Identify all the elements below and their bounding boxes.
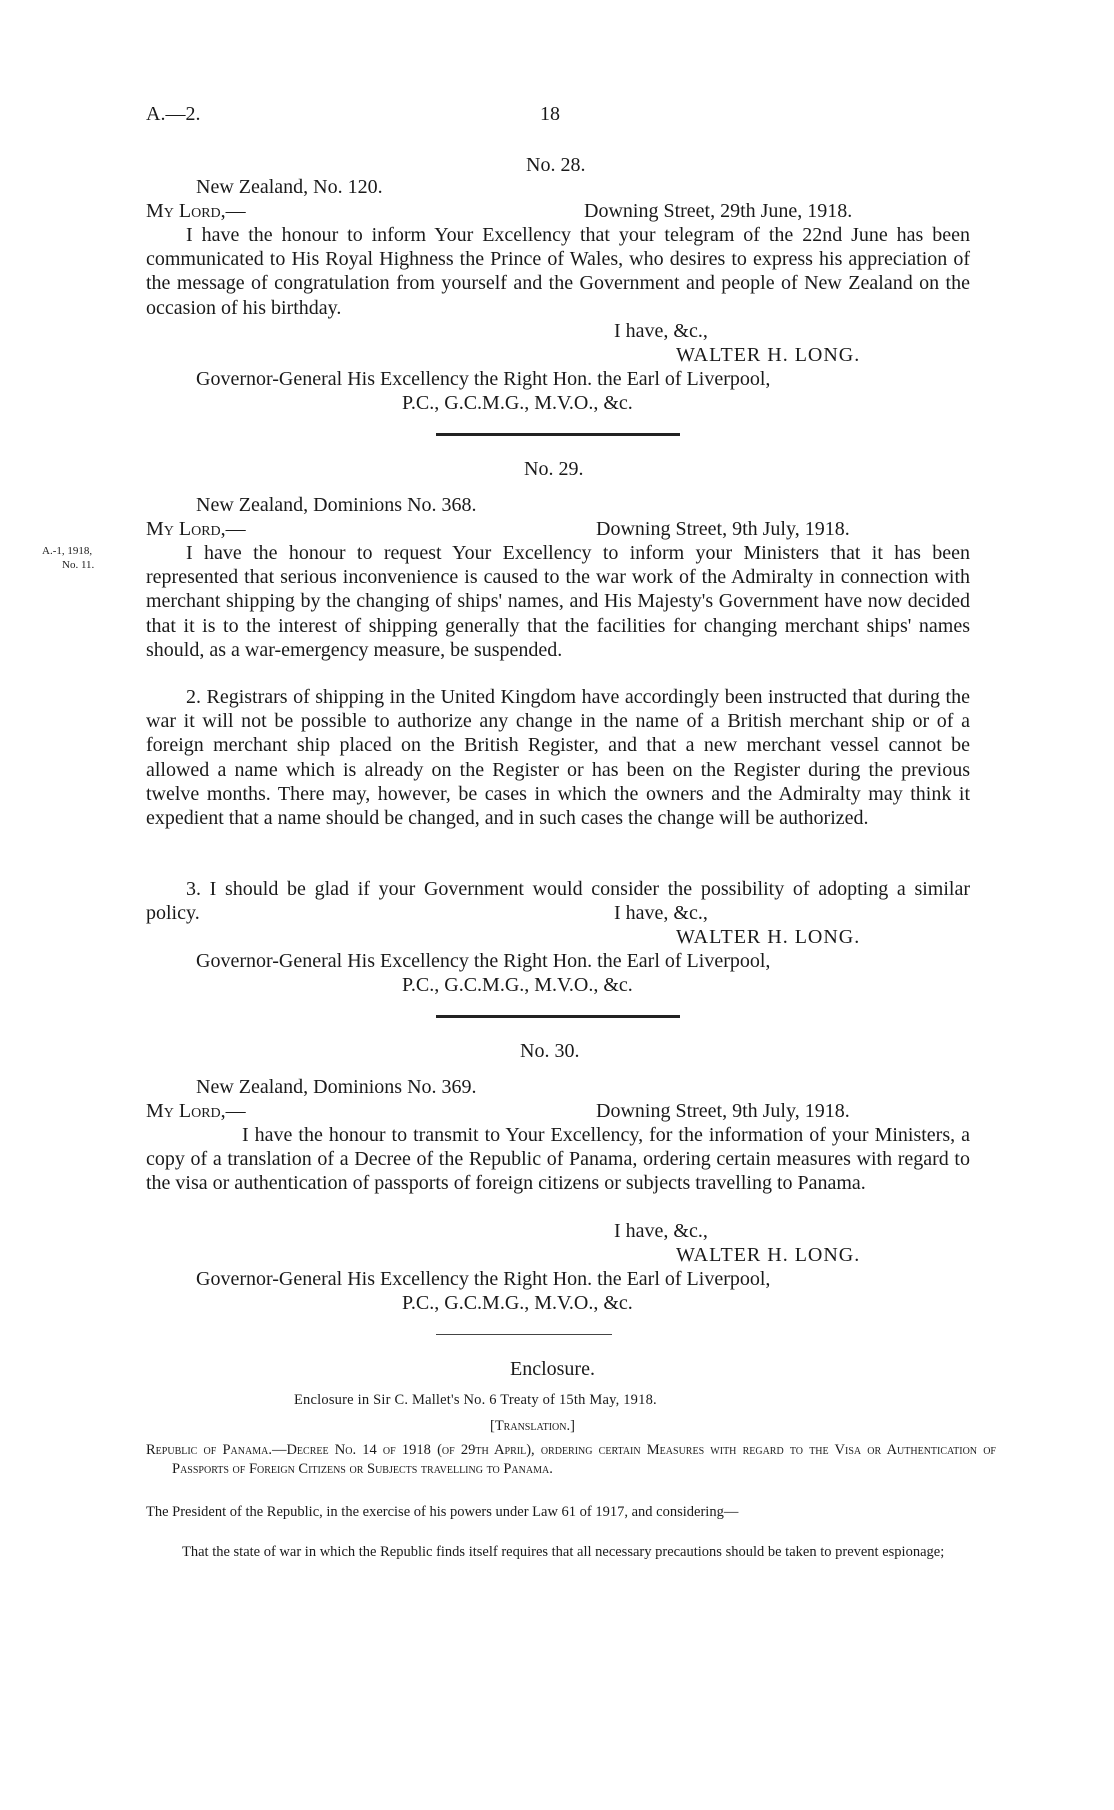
letter-salutation: My Lord,— bbox=[146, 1100, 246, 1122]
letter-number: No. 30. bbox=[520, 1040, 580, 1062]
letter-series: New Zealand, Dominions No. 368. bbox=[196, 494, 477, 516]
letter-paragraph: 2. Registrars of shipping in the United Kingdom have accordingly been instructed that during the war it will not be possible to authorize any change in the name of a British merchant ship or of a foreign merchant ship placed on the British Register, and that a new merchant vessel cannot be allowed a name which is already on the Register or has been on the Register during the previous twelve months. There may, however, be cases in which the owners and the Admiralty may think it expedient that a name should be changed, and in such cases the change will be authorized. bbox=[146, 686, 970, 830]
letter-series: New Zealand, Dominions No. 369. bbox=[196, 1076, 477, 1098]
letter-paragraph: 3. I should be glad if your Government would consider the possibility of adopting a similar policy. bbox=[146, 878, 970, 925]
section-divider bbox=[436, 433, 680, 436]
letter-dateline: Downing Street, 9th July, 1918. bbox=[596, 518, 850, 540]
letter-salutation: My Lord,— bbox=[146, 518, 246, 540]
letter-signature: WALTER H. LONG. bbox=[676, 344, 861, 366]
letter-addressee: Governor-General His Excellency the Right Hon. the Earl of Liverpool, bbox=[196, 1268, 771, 1290]
letter-signature: WALTER H. LONG. bbox=[676, 1244, 861, 1266]
translation-label: [Translation.] bbox=[490, 1418, 575, 1434]
section-divider bbox=[436, 1015, 680, 1018]
letter-salutation: My Lord,— bbox=[146, 200, 246, 222]
margin-reference: A.-1, 1918, bbox=[42, 545, 93, 557]
decree-title: Republic of Panama.—Decree No. 14 of 1918 (of 29th April), ordering certain Measures with regard to the Visa or Authentication of Passports of Foreign Citizens or Subjects travelling to Panama. bbox=[146, 1442, 996, 1477]
page-ref: A.—2. bbox=[146, 103, 201, 125]
letter-closing: I have, &c., bbox=[614, 902, 708, 924]
letter-addressee: Governor-General His Excellency the Right Hon. the Earl of Liverpool, bbox=[196, 368, 771, 390]
decree-preamble: The President of the Republic, in the exercise of his powers under Law 61 of 1917, and considering— bbox=[146, 1504, 739, 1520]
letter-signature: WALTER H. LONG. bbox=[676, 926, 861, 948]
letter-paragraph: I have the honour to request Your Excellency to inform your Ministers that it has been represented that serious inconvenience is caused to the war work of the Admiralty in connection with merchant shipping by the changing of ships' names, and His Majesty's Government have now decided that it is to the interest of shipping generally that the facilities for changing merchant ships' names should, as a war-emergency measure, be suspended. bbox=[146, 542, 970, 661]
letter-closing: I have, &c., bbox=[614, 320, 708, 342]
page-number: 18 bbox=[540, 103, 560, 125]
letter-addressee-titles: P.C., G.C.M.G., M.V.O., &c. bbox=[402, 1292, 633, 1314]
letter-addressee-titles: P.C., G.C.M.G., M.V.O., &c. bbox=[402, 974, 633, 996]
decree-clause: That the state of war in which the Republic finds itself requires that all necessary precautions should be taken to prevent espionage; bbox=[182, 1544, 945, 1560]
letter-closing: I have, &c., bbox=[614, 1220, 708, 1242]
letter-number: No. 29. bbox=[524, 458, 584, 480]
letter-addressee-titles: P.C., G.C.M.G., M.V.O., &c. bbox=[402, 392, 633, 414]
section-divider bbox=[436, 1334, 612, 1335]
letter-series: New Zealand, No. 120. bbox=[196, 176, 383, 198]
letter-dateline: Downing Street, 9th July, 1918. bbox=[596, 1100, 850, 1122]
margin-reference-number: No. 11. bbox=[62, 559, 95, 571]
letter-paragraph: I have the honour to transmit to Your Excellency, for the information of your Ministers, a copy of a translation of a Decree of the Republic of Panama, ordering certain measures with regard to the visa or authentication of passports of foreign citizens or subjects travelling to Panama. bbox=[146, 1124, 970, 1195]
letter-addressee: Governor-General His Excellency the Right Hon. the Earl of Liverpool, bbox=[196, 950, 771, 972]
letter-paragraph: I have the honour to inform Your Excellency that your telegram of the 22nd June has been communicated to His Royal Highness the Prince of Wales, who desires to express his appreciation of the message of congratulation from yourself and the Government and people of New Zealand on the occasion of his birthday. bbox=[146, 224, 970, 319]
enclosure-subheading: Enclosure in Sir C. Mallet's No. 6 Treaty of 15th May, 1918. bbox=[294, 1392, 657, 1408]
enclosure-heading: Enclosure. bbox=[510, 1358, 595, 1380]
letter-dateline: Downing Street, 29th June, 1918. bbox=[584, 200, 853, 222]
letter-number: No. 28. bbox=[526, 154, 586, 176]
